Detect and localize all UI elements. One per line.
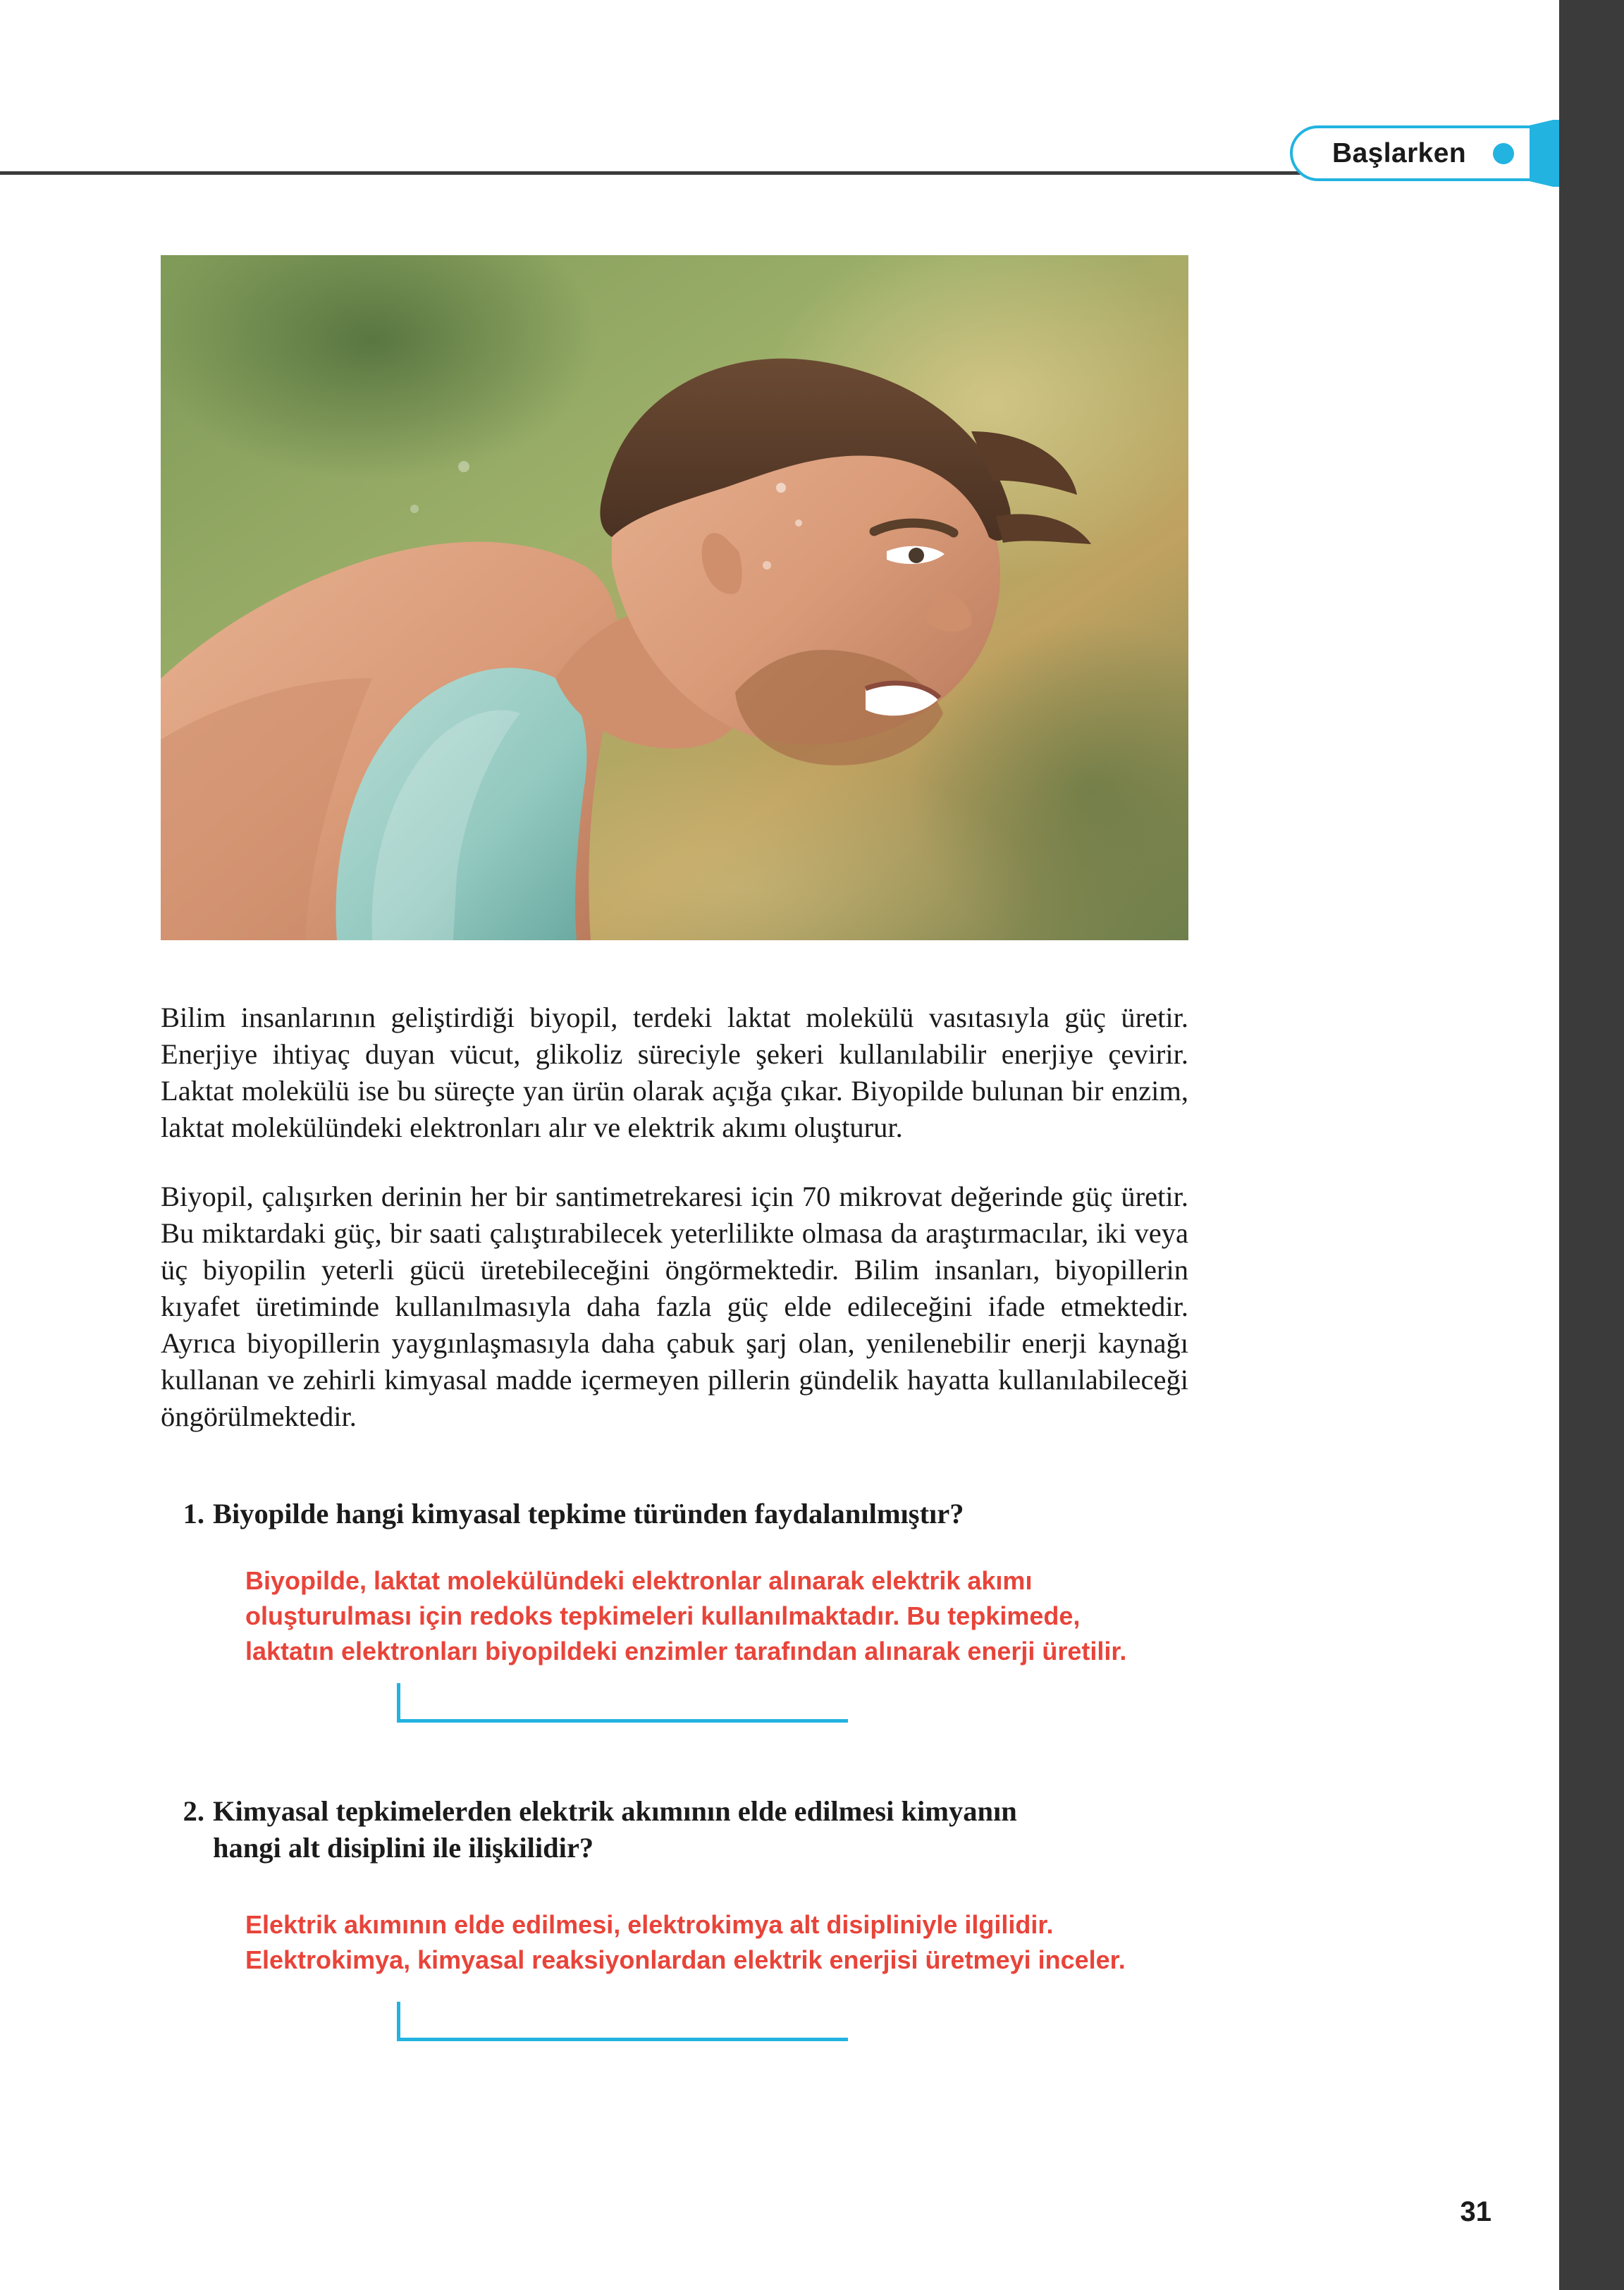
section-tab-baslarken	[1290, 120, 1559, 187]
section-tab-label: Başlarken	[1332, 138, 1467, 168]
answer-2-writing-bracket	[397, 2002, 848, 2041]
question-2-row	[161, 1793, 1188, 1866]
answer-2-text: Elektrik akımının elde edilmesi, elektrokimya alt disipliniyle ilgilidir. Elektrokimya, kimyasal reaksiyonlardan elektrik enerjisi üretmeyi inceler.	[245, 1910, 1126, 1974]
page-number: 31	[1460, 2196, 1491, 2227]
answer-1-text: Biyopilde, laktat molekülündeki elektronlar alınarak elektrik akımı oluşturulması için redoks tepkimeleri kullanılmaktadır. Bu tepkimede, laktatın elektronları biyopildeki enzimler tarafından alınarak enerji üretilir.	[245, 1566, 1127, 1666]
question-2-block	[161, 1793, 1188, 2041]
bracket-vertical	[397, 1683, 400, 1723]
right-gutter-bar	[1559, 0, 1624, 2290]
answer-1-writing-bracket	[397, 1683, 848, 1723]
bracket-horizontal	[397, 1719, 848, 1723]
question-1-block	[161, 1496, 1188, 1723]
body-text-column	[161, 999, 1188, 1435]
bracket-horizontal	[397, 2038, 848, 2041]
question-2-text: Kimyasal tepkimelerden elektrik akımının elde edilmesi kimyanın hangi alt disiplini ile ilişkilidir?	[213, 1795, 1017, 1864]
question-1-text: Biyopilde hangi kimyasal tepkime türünden faydalanılmıştır?	[213, 1498, 964, 1529]
question-1-number: 1.	[183, 1498, 204, 1529]
bracket-vertical	[397, 2002, 400, 2041]
figure-runner-photo	[161, 255, 1188, 940]
paragraph-1: Bilim insanlarının geliştirdiği biyopil, terdeki laktat molekülü vasıtasıyla güç üretir. Enerjiye ihtiyaç duyan vücut, glikoliz süreciyle şekeri kullanılabilir enerjiye çevirir. Laktat molekülü ise bu süreçte yan ürün olarak açığa çıkar. Biyopilde bulunan bir enzim, laktat molekülündeki elektronları alır ve elektrik akımı oluşturur.	[161, 1002, 1188, 1143]
question-2-number: 2.	[183, 1795, 204, 1827]
tab-bullet-icon	[1493, 143, 1514, 164]
runner-illustration-icon	[161, 255, 1188, 940]
question-1-row	[161, 1496, 1188, 1532]
paragraph-2: Biyopil, çalışırken derinin her bir santimetrekaresi için 70 mikrovat değerinde güç üretir. Bu miktardaki güç, bir saati çalıştırabilecek yeterlilikte olmasa da araştırmacılar, iki veya üç biyopilin yeterli gücü üretebileceğini öngörmektedir. Bilim insanları, biyopillerin kıyafet üretiminde kullanılmasıyla daha fazla güç elde edileceğini ifade etmektedir. Ayrıca biyopillerin yaygınlaşmasıyla daha çabuk şarj olan, yenilenebilir enerji kaynağı kullanan ve zehirli kimyasal madde içermeyen pillerin gündelik hayatta kullanılabileceği öngörülmektedir.	[161, 1181, 1188, 1432]
